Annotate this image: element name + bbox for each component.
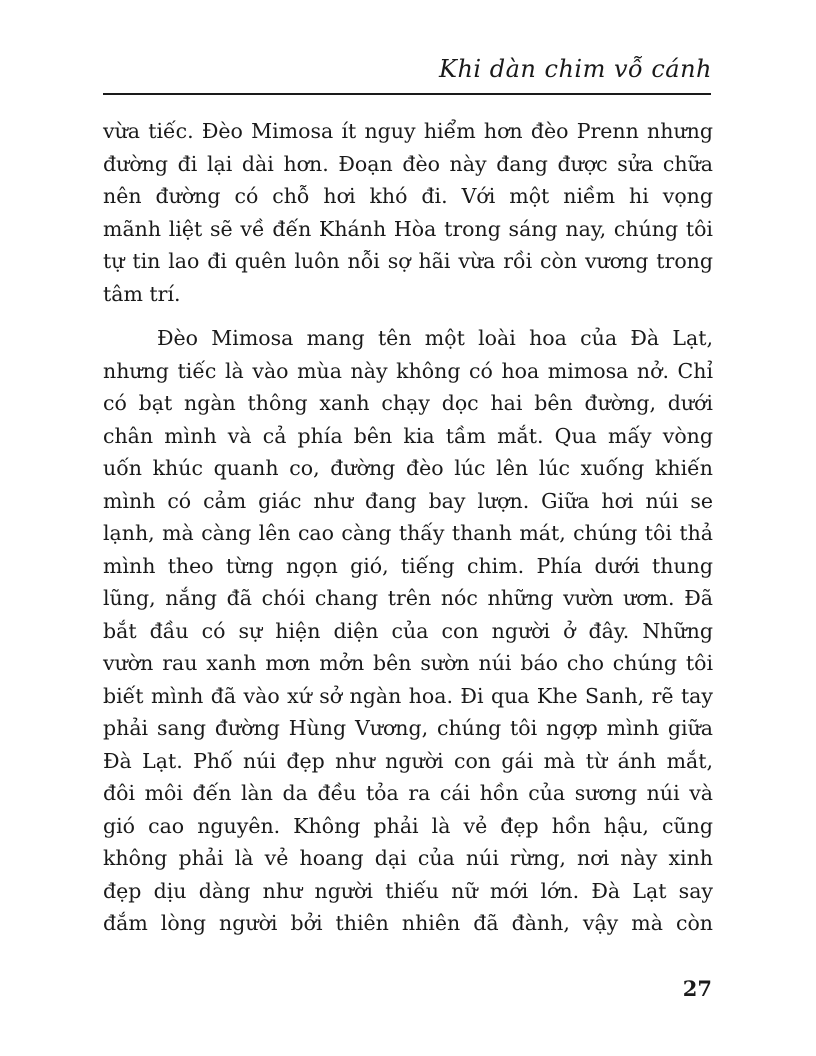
text-line: bắt đầu có sự hiện diện của con người ở đây. Những [103,618,713,643]
text-line: lũng, nắng đã chói chang trên nóc những vườn ươm. Đã [103,586,713,610]
text-line: tâm trí. [103,281,181,306]
text-line: chân mình và cả phía bên kia tầm mắt. Qua mấy vòng [103,423,713,448]
text-line: Đèo Mimosa mang tên một loài hoa của Đà Lạt, [157,326,713,350]
text-line: mình có cảm giác như đang bay lượn. Giữa hơi núi se [103,488,713,513]
page-number: 27 [682,976,712,1001]
text-line: biết mình đã vào xứ sở ngàn hoa. Đi qua Khe Sanh, rẽ tay [103,683,713,708]
text-line: nhưng tiếc là vào mùa này không có hoa mimosa nở. Chỉ [103,358,713,383]
text-line: không phải là vẻ hoang dại của núi rừng, nơi này xinh [103,846,713,870]
text-line: vừa tiếc. Đèo Mimosa ít nguy hiểm hơn đèo Prenn nhưng [103,119,713,143]
text-line: Đà Lạt. Phố núi đẹp như người con gái mà từ ánh mắt, [103,748,713,773]
running-header-title: Khi dàn chim vỗ cánh [439,55,712,83]
body-text [103,115,713,940]
paragraph-2 [103,322,713,940]
paragraph-gap [103,310,713,322]
text-line: phải sang đường Hùng Vương, chúng tôi ngợp mình giữa [103,716,713,740]
text-line: đường đi lại dài hơn. Đoạn đèo này đang được sửa chữa [103,151,713,176]
text-line: gió cao nguyên. Không phải là vẻ đẹp hồn hậu, cũng [103,813,713,838]
paragraph-1 [103,115,713,310]
text-line: uốn khúc quanh co, đường đèo lúc lên lúc xuống khiến [103,456,713,480]
text-line: mãnh liệt sẽ về đến Khánh Hòa trong sáng nay, chúng tôi [103,216,713,241]
text-line: nên đường có chỗ hơi khó đi. Với một niềm hi vọng [103,184,713,208]
text-line: đắm lòng người bởi thiên nhiên đã đành, vậy mà còn [103,911,713,935]
text-line: có bạt ngàn thông xanh chạy dọc hai bên đường, dưới [103,391,713,415]
text-line: tự tin lao đi quên luôn nỗi sợ hãi vừa rồi còn vương trong [103,249,713,273]
text-line: lạnh, mà càng lên cao càng thấy thanh mát, chúng tôi thả [103,521,713,545]
text-line: đôi môi đến làn da đều tỏa ra cái hồn của sương núi và [103,781,713,805]
text-line: đẹp dịu dàng như người thiếu nữ mới lớn. Đà Lạt say [103,878,713,903]
text-line: vườn rau xanh mơn mởn bên sườn núi báo cho chúng tôi [103,651,713,675]
header-rule [103,93,711,95]
text-line: mình theo từng ngọn gió, tiếng chim. Phía dưới thung [103,553,713,578]
